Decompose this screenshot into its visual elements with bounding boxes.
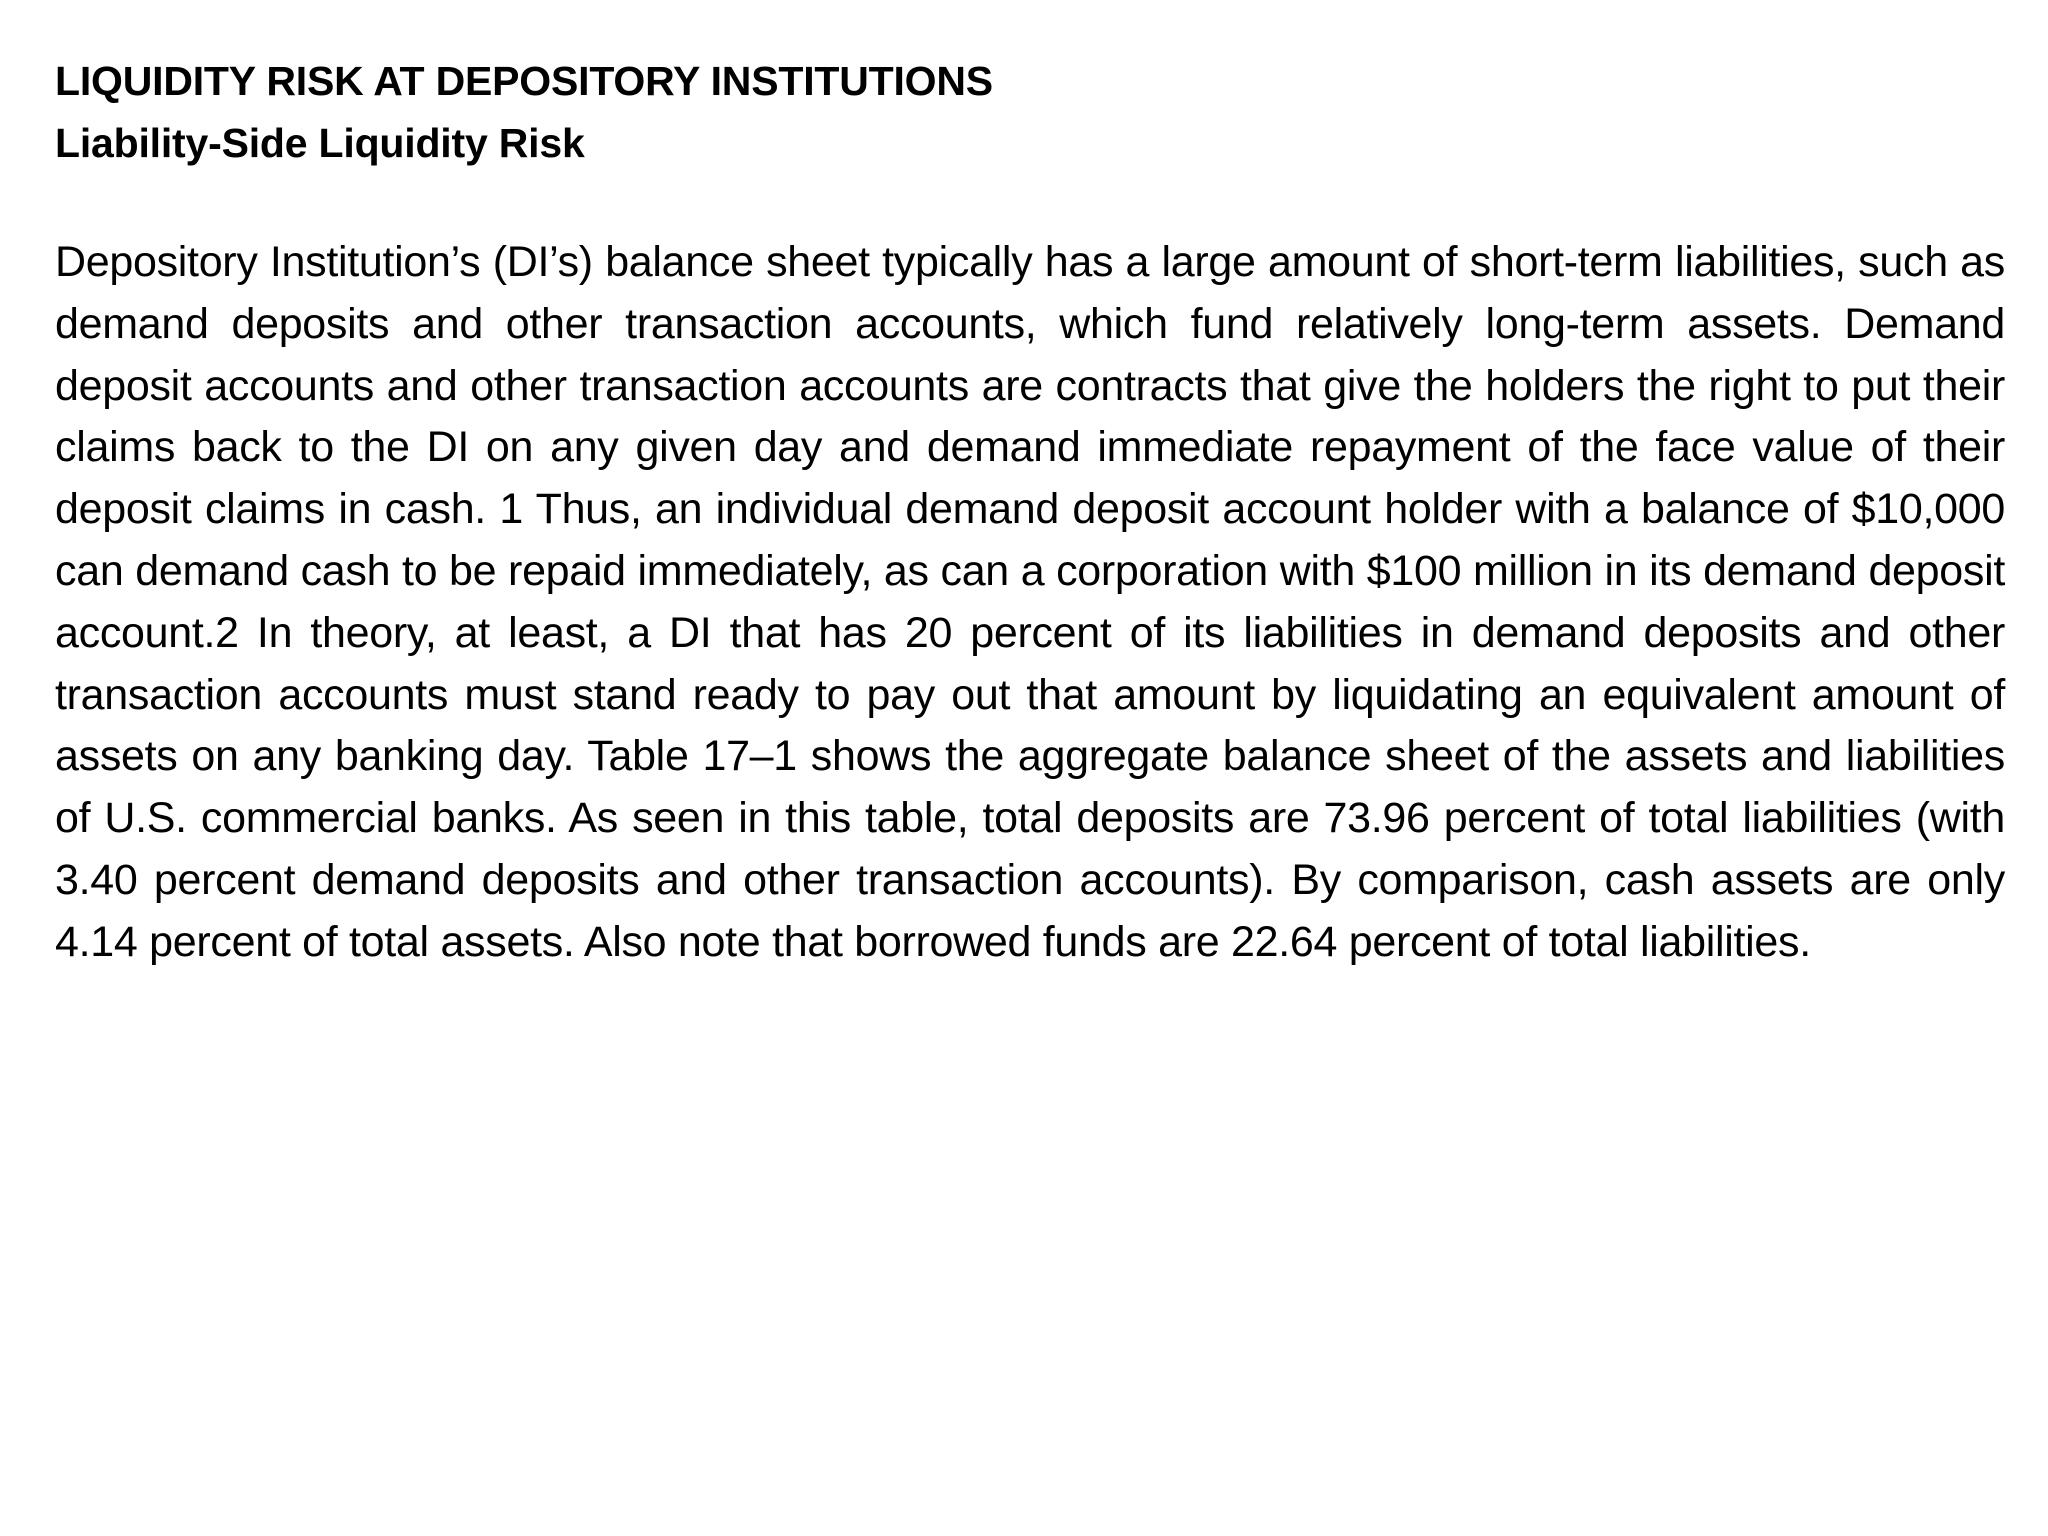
slide-subtitle: Liability-Side Liquidity Risk xyxy=(55,120,585,166)
slide-content xyxy=(55,50,2005,974)
slide-title: LIQUIDITY RISK AT DEPOSITORY INSTITUTIONS xyxy=(55,58,993,104)
body-paragraph: Depository Institution’s (DI’s) balance sheet typically has a large amount of short-term liabilities, such as demand deposits and other transaction accounts, which fund relatively long-term assets. Demand deposit accounts and other transaction accounts are contracts that give the holders the right to put their claims back to the DI on any given day and demand immediate repayment of the face value of their deposit claims in cash. 1 Thus, an individual demand deposit account holder with a balance of $10,000 can demand cash to be repaid immediately, as can a corporation with $100 million in its demand deposit account.2 In theory, at least, a DI that has 20 percent of its liabilities in demand deposits and other transaction accounts must stand ready to pay out that amount by liquidating an equivalent amount of assets on any banking day. Table 17–1 shows the aggregate balance sheet of the assets and liabilities of U.S. commercial banks. As seen in this table, total deposits are 73.96 percent of total liabilities (with 3.40 percent demand deposits and other transaction accounts). By comparison, cash assets are only 4.14 percent of total assets. Also note that borrowed funds are 22.64 percent of total liabilities. xyxy=(55,238,2005,966)
